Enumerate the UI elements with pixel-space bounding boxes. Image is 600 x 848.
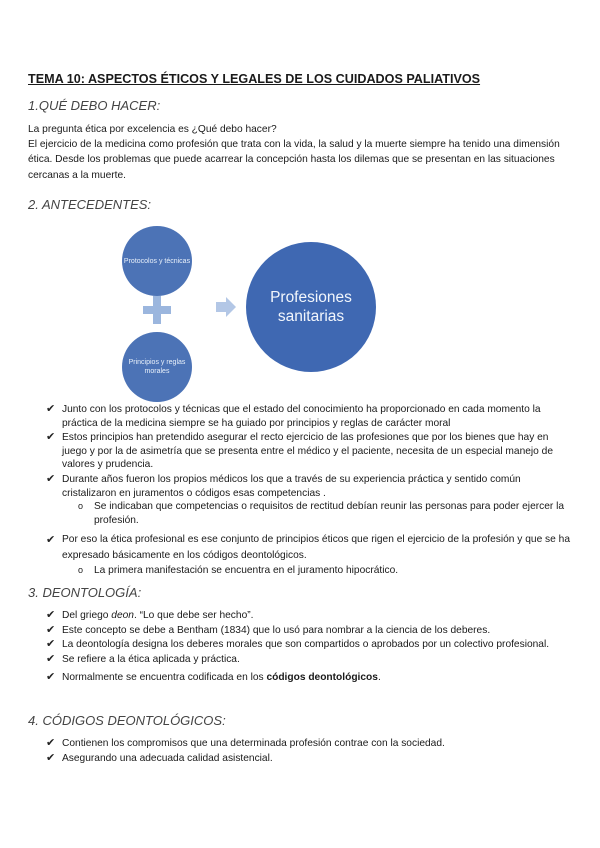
checkmark-icon: ✔ (46, 431, 56, 444)
list-item: ✔ Estos principios han pretendido asegurar el recto ejercicio de las profesiones que por los bienes que hay en juego y por la de asimetría que se presenta entre el médico y el paciente, necesita de un especial manejo de valores y prudencia. (46, 431, 553, 471)
circle-bullet-icon: o (78, 565, 84, 576)
document-title: TEMA 10: ASPECTOS ÉTICOS Y LEGALES DE LOS CUIDADOS PALIATIVOS (28, 72, 481, 86)
checkmark-icon: ✔ (46, 638, 56, 651)
checkmark-icon: ✔ (46, 623, 56, 636)
section-2-heading: 2. ANTECEDENTES: (28, 197, 152, 212)
section-1-body (28, 122, 573, 183)
arrow-right-icon (216, 296, 238, 318)
list-item: ✔ Se refiere a la ética aplicada y práctica. (46, 652, 240, 665)
list-item: ✔ Asegurando una adecuada calidad asistencial. (46, 751, 273, 764)
checkmark-icon: ✔ (46, 403, 56, 415)
section-3-heading: 3. DEONTOLOGÍA: (28, 585, 142, 600)
section-3-list (28, 609, 576, 686)
circle-bullet-icon: o (78, 501, 84, 512)
plus-icon (143, 296, 171, 324)
checkmark-icon: ✔ (46, 652, 56, 665)
checkmark-icon: ✔ (46, 737, 56, 749)
list-item: ✔ Contienen los compromisos que una determinada profesión contrae con la sociedad. (46, 737, 445, 749)
diagram-circle-professions: Profesiones sanitarias (246, 242, 376, 372)
checkmark-icon: ✔ (46, 472, 56, 485)
checkmark-icon: ✔ (46, 671, 56, 684)
section-1-heading: 1.QUÉ DEBO HACER: (28, 98, 161, 113)
antecedentes-diagram (122, 226, 402, 396)
checkmark-icon: ✔ (46, 609, 56, 621)
list-item: ✔ Normalmente se encuentra codificada en los códigos deontológicos. (46, 671, 381, 684)
checkmark-icon: ✔ (46, 534, 56, 547)
paragraph-line: El ejercicio de la medicina como profesión que trata con la vida, la salud y la muerte siempre ha tenido una dimensión ética. Desde los problemas que puede acarrear la concepción hasta los dilemas que se presentan en las situaciones cercanas a la muerte. (28, 139, 560, 181)
section-2-list (28, 403, 576, 579)
list-item: ✔ La deontología designa los deberes morales que son compartidos o aprobados por un colectivo profesional. (46, 638, 550, 651)
greek-term: deon (111, 610, 134, 621)
checkmark-icon: ✔ (46, 751, 56, 764)
diagram-circle-protocols: Protocolos y técnicas (122, 226, 192, 296)
sub-list-item: o La primera manifestación se encuentra en el juramento hipocrático. (78, 565, 399, 577)
list-item: ✔ Por eso la ética profesional es ese conjunto de principios éticos que rigen el ejercicio de la profesión y que se ha expresado básicamente en los códigos deontológicos. o La primera manifestación se encuentra en el juramento hipocrático. (28, 532, 576, 578)
bold-term: códigos deontológicos (266, 672, 378, 684)
list-item: ✔ Del griego deon. “Lo que debe ser hecho”. (46, 609, 254, 621)
diagram-circle-principles: Principios y reglas morales (122, 332, 192, 402)
section-4-list (28, 737, 576, 766)
list-item: ✔ Este concepto se debe a Bentham (1834) que lo usó para nombrar a la ciencia de los deberes. (46, 623, 491, 636)
section-4-heading: 4. CÓDIGOS DEONTOLÓGICOS: (28, 713, 226, 728)
sub-list-item: o Se indicaban que competencias o requisitos de rectitud debían reunir las personas para poder ejercer la profesión. (78, 501, 565, 526)
paragraph-line: La pregunta ética por excelencia es ¿Qué debo hacer? (28, 124, 277, 135)
list-item: ✔ Durante años fueron los propios médicos los que a través de su experiencia práctica y sentido común cristalizaron en juramentos o códigos esas competencias . o Se indicaban que competencias o requisitos de rectitud debían reunir las personas para poder ejercer la profesión. (28, 473, 576, 527)
list-item: ✔ Junto con los protocolos y técnicas que el estado del conocimiento ha proporcionado en cada momento la práctica de la medicina siempre se ha guiado por principios y reglas de carácter moral (46, 403, 541, 429)
